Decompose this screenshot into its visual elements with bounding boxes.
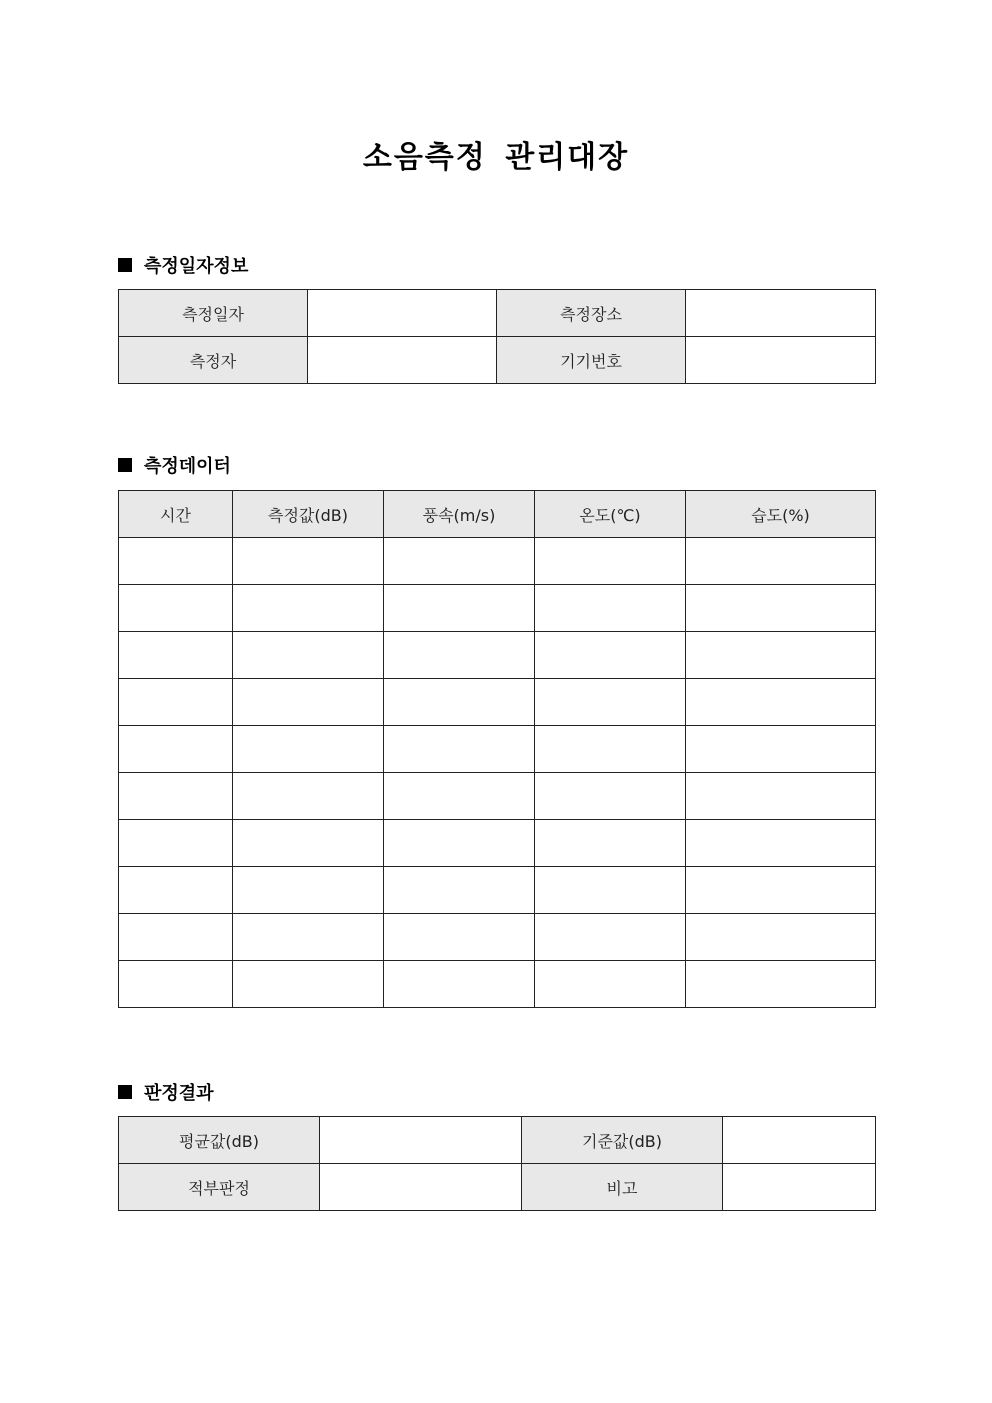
column-header-humidity: 습도(%) [686,491,876,538]
table-row [119,773,876,820]
label-cell: 측정장소 [497,290,686,337]
section-heading-measurement-data [118,453,231,477]
table-row [119,914,876,961]
value-cell[interactable] [320,1117,522,1164]
value-cell[interactable] [723,1164,876,1211]
data-cell[interactable] [686,538,876,585]
data-cell[interactable] [233,867,384,914]
data-cell[interactable] [686,820,876,867]
data-cell[interactable] [535,820,686,867]
data-cell[interactable] [384,773,535,820]
data-cell[interactable] [686,679,876,726]
page-title: 소음측정 관리대장 [362,140,630,175]
data-cell[interactable] [233,914,384,961]
table-row [119,867,876,914]
table-row [119,1164,876,1211]
data-cell[interactable] [233,726,384,773]
data-cell[interactable] [686,867,876,914]
value-cell[interactable] [308,290,497,337]
section-heading-label: 측정일자정보 [144,256,249,277]
table-header-row [119,491,876,538]
value-cell[interactable] [686,290,876,337]
data-cell[interactable] [535,914,686,961]
table-row [119,679,876,726]
data-cell[interactable] [535,632,686,679]
label-cell: 비고 [522,1164,723,1211]
section-heading-label: 측정데이터 [144,456,231,477]
data-cell[interactable] [119,914,233,961]
table-row [119,961,876,1008]
data-cell[interactable] [384,961,535,1008]
data-cell[interactable] [119,961,233,1008]
data-cell[interactable] [233,961,384,1008]
label-cell: 기준값(dB) [522,1117,723,1164]
data-cell[interactable] [119,538,233,585]
data-cell[interactable] [233,632,384,679]
table-row [119,538,876,585]
data-cell[interactable] [233,538,384,585]
data-cell[interactable] [384,914,535,961]
data-cell[interactable] [535,585,686,632]
label-cell: 기기번호 [497,337,686,384]
data-cell[interactable] [233,679,384,726]
data-cell[interactable] [384,679,535,726]
square-bullet-icon [118,258,132,272]
data-cell[interactable] [119,820,233,867]
column-header-temp: 온도(℃) [535,491,686,538]
data-cell[interactable] [119,773,233,820]
value-cell[interactable] [686,337,876,384]
table-row [119,337,876,384]
section-heading-date-info [118,253,248,277]
data-cell[interactable] [686,585,876,632]
column-header-wind: 풍속(m/s) [384,491,535,538]
data-cell[interactable] [686,726,876,773]
data-cell[interactable] [686,914,876,961]
table-row [119,820,876,867]
data-cell[interactable] [119,632,233,679]
column-header-db: 측정값(dB) [233,491,384,538]
label-cell: 측정자 [119,337,308,384]
data-cell[interactable] [384,726,535,773]
data-cell[interactable] [233,773,384,820]
date-info-table [118,289,876,384]
data-cell[interactable] [233,820,384,867]
data-cell[interactable] [535,773,686,820]
label-cell: 평균값(dB) [119,1117,320,1164]
data-cell[interactable] [686,961,876,1008]
value-cell[interactable] [723,1117,876,1164]
section-heading-label: 판정결과 [144,1083,214,1104]
square-bullet-icon [118,1085,132,1099]
table-row [119,1117,876,1164]
data-cell[interactable] [119,867,233,914]
table-row [119,726,876,773]
square-bullet-icon [118,458,132,472]
data-cell[interactable] [119,585,233,632]
label-cell: 적부판정 [119,1164,320,1211]
value-cell[interactable] [308,337,497,384]
table-row [119,290,876,337]
data-cell[interactable] [384,585,535,632]
data-cell[interactable] [686,632,876,679]
table-row [119,585,876,632]
data-cell[interactable] [384,820,535,867]
data-cell[interactable] [686,773,876,820]
measurement-data-table [118,490,876,1008]
section-heading-result [118,1080,214,1104]
data-cell[interactable] [535,867,686,914]
column-header-time: 시간 [119,491,233,538]
data-cell[interactable] [535,726,686,773]
data-cell[interactable] [119,679,233,726]
data-cell[interactable] [384,867,535,914]
data-cell[interactable] [119,726,233,773]
data-cell[interactable] [535,679,686,726]
value-cell[interactable] [320,1164,522,1211]
label-cell: 측정일자 [119,290,308,337]
table-row [119,632,876,679]
result-table [118,1116,876,1211]
data-cell[interactable] [233,585,384,632]
data-cell[interactable] [535,961,686,1008]
data-cell[interactable] [535,538,686,585]
data-cell[interactable] [384,632,535,679]
data-cell[interactable] [384,538,535,585]
